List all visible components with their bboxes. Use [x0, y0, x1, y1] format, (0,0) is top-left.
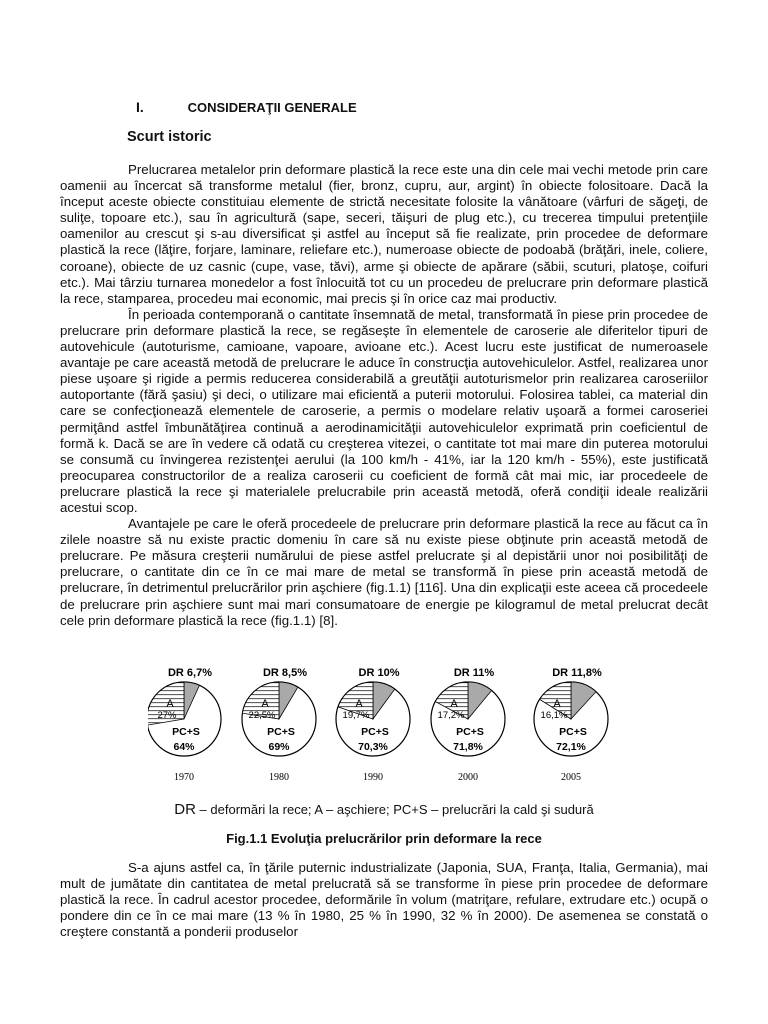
- pie-label-a: A: [355, 698, 363, 710]
- pie-label-a: A: [450, 698, 458, 710]
- pie-value-a: 27%: [157, 710, 177, 721]
- pie-value-pcs: 70,3%: [358, 741, 388, 753]
- pie-label-dr: DR 10%: [358, 667, 400, 679]
- pie-label-pcs: PC+S: [267, 726, 295, 738]
- pie-label-pcs: PC+S: [172, 726, 200, 738]
- body-text: [60, 162, 708, 629]
- pie-label-dr: DR 8,5%: [262, 667, 308, 679]
- pie-charts-svg: [148, 662, 718, 782]
- legend-dr-abbrev: DR: [174, 801, 196, 818]
- paragraph: Prelucrarea metalelor prin deformare plastică la rece este una din cele mai vechi metode prin care oamenii au încercat să transforme metalul (fier, bronz, cupru, aur, argint) în obiecte folositoare. Dacă la început aceste obiecte constituiau elemente de strictă necesitate folosite la vânătoare (vârfuri de săgeţi, de suliţe, topoare etc.), sau în agricultură (sape, seceri, tăişuri de plug etc.), cu trecerea timpului pretenţiile oamenilor au crescut şi s-au diversificat şi astfel au început să fie realizate, prin procedee de deformare plastică la rece (lăţire, forjare, laminare, reliefare etc.), numeroase obiecte de podoabă (brăţări, inele, coliere, coroane), obiecte de uz casnic (cupe, vase, tăvi), arme şi obiecte de apărare (săbii, scuturi, platoşe, coifuri etc.). Mai târziu turnarea monedelor a fost înlocuită tot cu un procedeu de prelucrare prin deformare plastică la rece, stamparea, procedeu mai economic, mai precis şi în orice caz mai productiv.: [60, 162, 708, 306]
- legend-text: – deformări la rece; A – aşchiere; PC+S – prelucrări la cald şi sudură: [195, 802, 594, 817]
- pie-label-pcs: PC+S: [456, 726, 484, 738]
- pie-value-a: 19,7%: [342, 710, 370, 721]
- pie-year-label: 1970: [174, 772, 194, 782]
- paragraph: S-a ajuns astfel ca, în ţările puternic industrializate (Japonia, SUA, Franţa, Italia, Germania), mai mult de jumătate din cantitatea de metal prelucrată să se transforme în piese prin procedee de deformare plastică la rece. În cadrul acestor procedee, deformările în volum (matriţare, refulare, extrudare etc.) ocupă o pondere din ce în ce mai mare (13 % în 1980, 25 % în 1990, 32 % în 2000). De asemenea se constată o creştere constantă a ponderii produselor: [60, 860, 708, 940]
- paragraph: Avantajele pe care le oferă procedeele de prelucrare prin deformare plastică la rece au făcut ca în zilele noastre să nu existe practic domeniu în care să nu existe piese obţinute prin această metodă de prelucrare. Pe măsura creşterii numărului de piese astfel prelucrate şi al depistării unor noi posibilităţi de prelucrare, o cantitate din ce în ce mai mare de metal se transformă în piese prin această metodă de prelucrare, în detrimentul prelucrărilor prin aşchiere (fig.1.1) [116]. Una din explicaţii este aceea că procedeele de prelucrare prin aşchiere sunt mai mari consumatoare de energie pe kilogramul de metal prelucrat decât cele prin deformare plastică la rece (fig.1.1) [8].: [60, 516, 708, 628]
- pie-value-pcs: 72,1%: [556, 741, 586, 753]
- pie-value-pcs: 71,8%: [453, 741, 483, 753]
- pie-label-a: A: [166, 698, 174, 710]
- pie-year-label: 1980: [269, 772, 289, 782]
- pie-value-a: 22,5%: [248, 710, 276, 721]
- pie-year-label: 2005: [561, 772, 581, 782]
- figure-caption: Fig.1.1 Evoluţia prelucrărilor prin deformare la rece: [226, 831, 542, 846]
- figure-legend: [0, 801, 768, 818]
- pie-label-pcs: PC+S: [361, 726, 389, 738]
- pie-year-label: 2000: [458, 772, 478, 782]
- pie-label-a: A: [261, 698, 269, 710]
- pie-label-dr: DR 11,8%: [552, 667, 602, 679]
- pie-year-label: 1990: [363, 772, 383, 782]
- chapter-number: I.: [136, 99, 144, 115]
- pie-value-pcs: 64%: [173, 741, 195, 753]
- pie-value-pcs: 69%: [268, 741, 290, 753]
- pie-label-dr: DR 11%: [453, 667, 495, 679]
- pie-chart-figure: [148, 662, 718, 782]
- chapter-title: CONSIDERAŢII GENERALE: [187, 100, 357, 115]
- pie-value-a: 16,1%: [540, 710, 568, 721]
- body-text-continued: [60, 860, 708, 940]
- pie-value-a: 17,2%: [437, 710, 465, 721]
- pie-label-dr: DR 6,7%: [167, 667, 213, 679]
- paragraph: În perioada contemporană o cantitate însemnată de metal, transformată în piese prin procedee de prelucrare prin deformare plastică la rece, se regăseşte în elementele de caroserie ale diferitelor tipuri de autovehicule (autoturisme, camioane, vapoare, avioane etc.). Acest lucru este justificat de numeroasele avantaje pe care această metodă de prelucrare le aduce în construcţia autovehiculelor. Astfel, realizarea unor piese uşoare şi rigide a permis reducerea considerabilă a greutăţii autoturismelor prin realizarea caroseriilor autoportante (fără şasiu) şi deci, o utilizare mai eficientă a puterii motorului. Folosirea tablei, ca material din care se confecţionează elementele de caroserie, a permis o modelare relativ uşoară a formei caroseriei permiţând astfel îmbunătăţirea continuă a aerodinamicităţii autovehiculelor exprimată prin coeficientul de formă k. Dacă se are în vedere că odată cu creşterea vitezei, o cantitate tot mai mare din puterea motorului se consumă cu învingerea rezistenţei aerului (la 100 km/h - 41%, iar la 120 km/h - 55%), este justificată preocuparea constructorilor de a realiza caroserii cu coeficient de formă cât mai mic, iar procedeele de prelucrare plastică la rece şi materialele prelucrabile prin această metodă, oferă condiţii ideale realizării acestui scop.: [60, 306, 708, 515]
- pie-label-a: A: [553, 698, 561, 710]
- pie-label-pcs: PC+S: [559, 726, 587, 738]
- section-title: Scurt istoric: [127, 129, 212, 145]
- chapter-heading: [136, 99, 357, 115]
